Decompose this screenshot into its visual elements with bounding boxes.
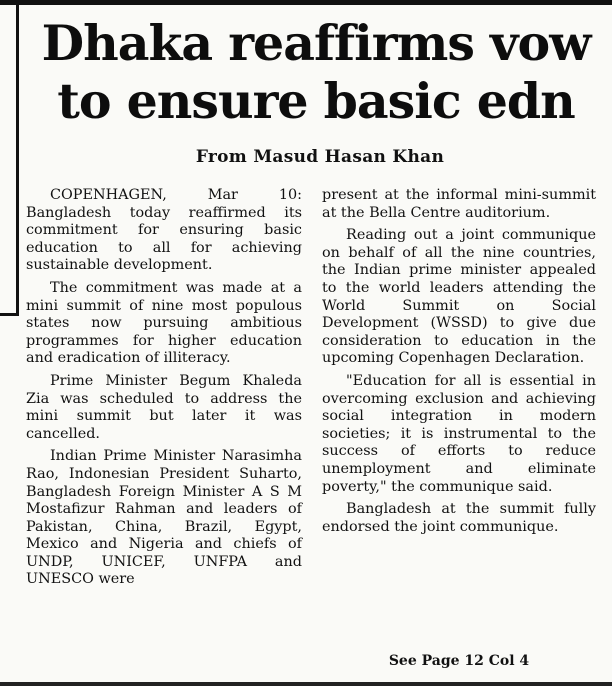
bottom-rule bbox=[0, 682, 612, 686]
paragraph: Reading out a joint communique on behalf of all the nine countries, the Indian prime minister appealed to the world leaders attending the World Summit on Social Development (WSSD) to give due consideration to education in the upcoming Copenhagen Declaration. bbox=[322, 227, 596, 367]
frame-corner-rule bbox=[0, 313, 19, 316]
dateline: COPENHAGEN, Mar 10: bbox=[50, 187, 302, 203]
paragraph: Indian Prime Minister Narasimha Rao, Indonesian President Suharto, Bangladesh Foreign Minister A S M Mostafizur Rahman and leaders of Pakistan, China, Brazil, Egypt, Mexico and Nigeria and chiefs of UNDP, UNICEF, UNFPA and UNESCO were bbox=[26, 448, 302, 588]
headline: Dhaka reaffirms vow to ensure basic edn bbox=[41, 14, 591, 130]
paragraph-text: Bangladesh today reaffirmed its commitment for ensuring basic education to all for achieving sustainable development. bbox=[26, 204, 302, 274]
paragraph: The commitment was made at a mini summit of nine most populous states now pursuing ambitious programmes for higher education and eradication of illiteracy. bbox=[26, 279, 302, 367]
paragraph bbox=[26, 187, 302, 275]
frame-top-rule bbox=[0, 0, 612, 5]
article-column-left bbox=[26, 187, 302, 594]
article-column-right bbox=[322, 187, 596, 541]
frame-left-rule bbox=[16, 0, 19, 315]
jump-line: See Page 12 Col 4 bbox=[388, 653, 530, 669]
byline: From Masud Hasan Khan bbox=[195, 147, 445, 167]
paragraph: Bangladesh at the summit fully endorsed the joint communique. bbox=[322, 501, 596, 535]
paragraph: Prime Minister Begum Khaleda Zia was scheduled to address the mini summit but later it was cancelled. bbox=[26, 372, 302, 442]
paragraph: "Education for all is essential in overcoming exclusion and achieving social integration in modern societies; it is instrumental to the success of efforts to reduce unemployment and eliminate poverty," the communique said. bbox=[322, 372, 596, 495]
paragraph-continued: present at the informal mini-summit at the Bella Centre auditorium. bbox=[322, 187, 596, 221]
